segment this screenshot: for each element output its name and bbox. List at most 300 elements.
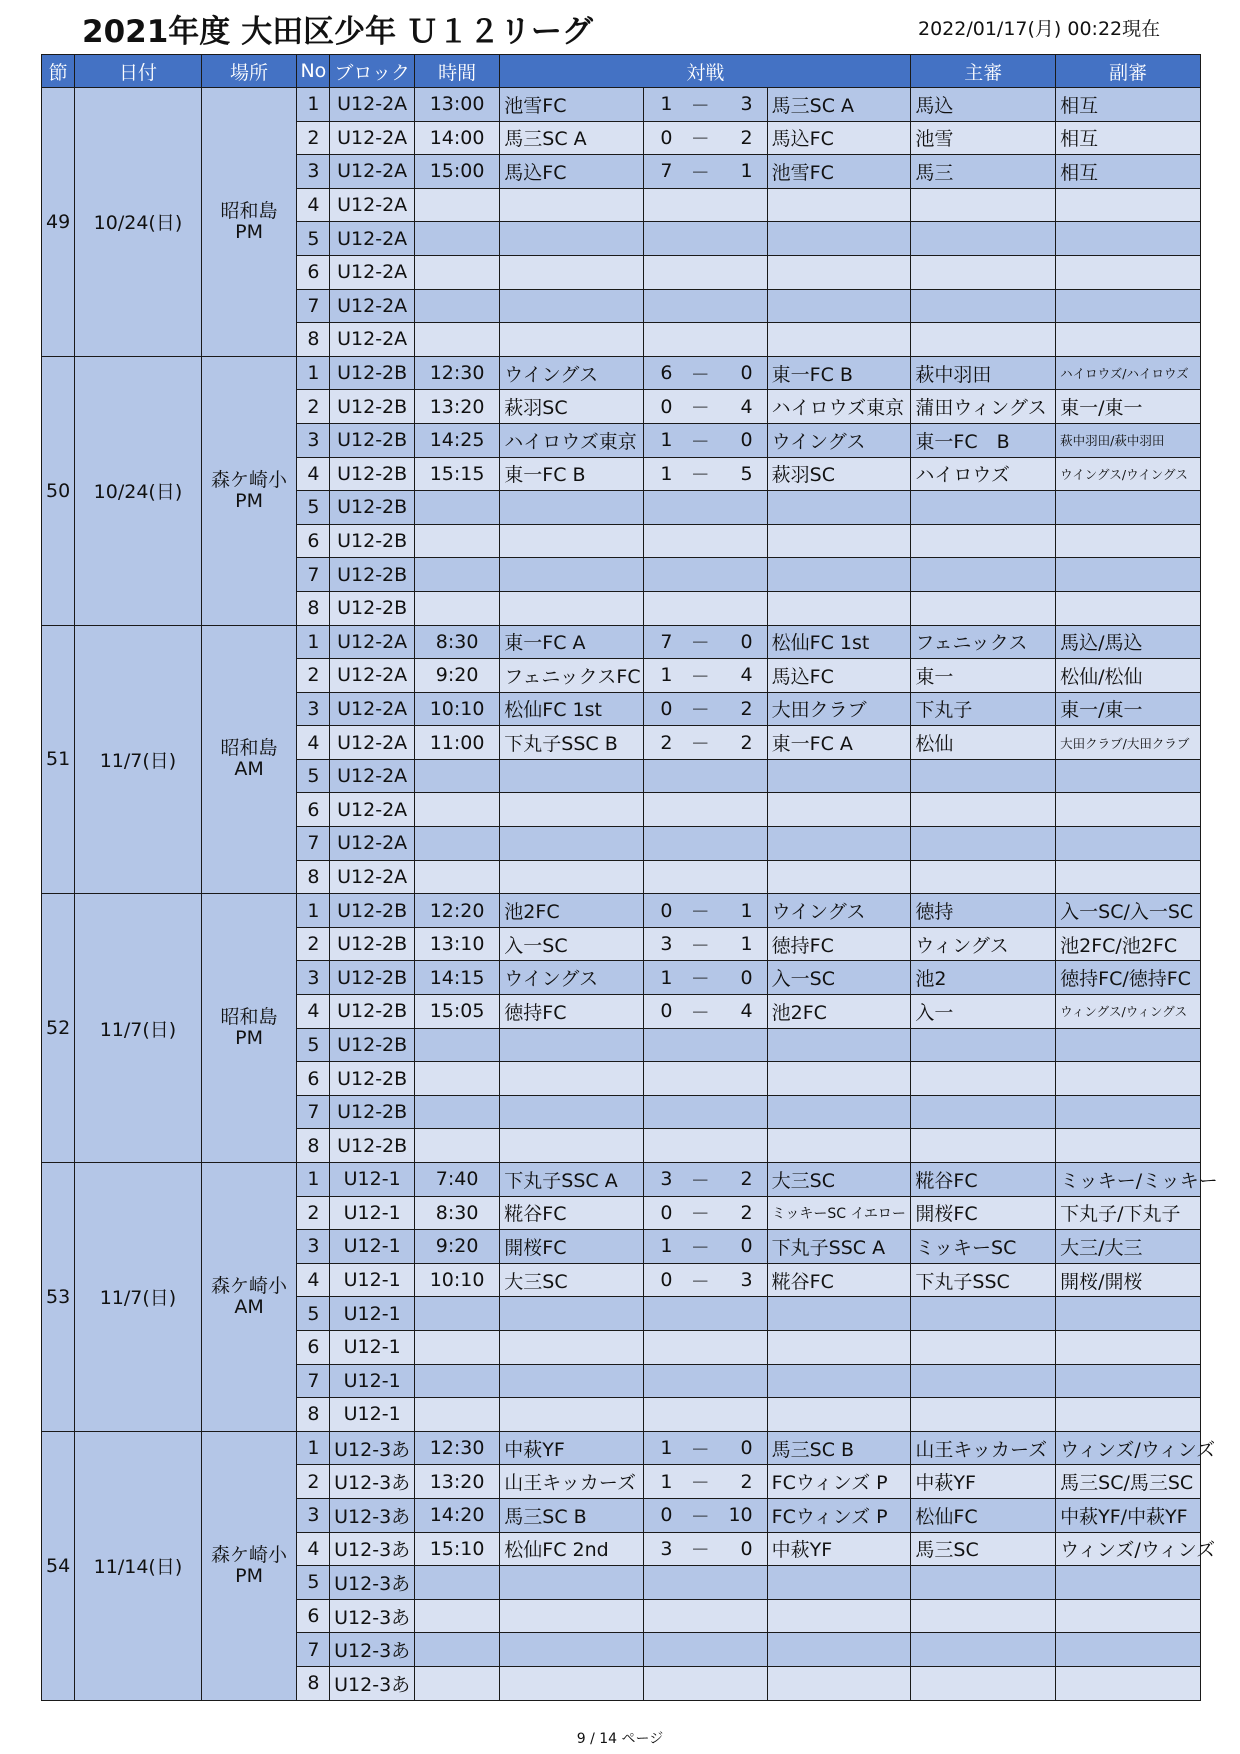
assistant-referee-cell: ウイングス/ウイングス xyxy=(1056,457,1201,491)
away-score: 1 xyxy=(712,927,767,961)
place-name: 森ケ崎小 xyxy=(211,1543,288,1566)
referee-cell xyxy=(911,1566,1056,1600)
score-dash xyxy=(689,255,712,289)
home-team: 山王キッカーズ xyxy=(500,1465,644,1499)
away-team xyxy=(767,1095,911,1129)
score-dash: － xyxy=(689,457,712,491)
setsu-cell: 49 xyxy=(42,88,75,357)
assistant-referee-cell: 入一SC/入一SC xyxy=(1056,894,1201,928)
away-score: 0 xyxy=(712,356,767,390)
match-no: 3 xyxy=(297,961,330,995)
block-cell: U12-3あ xyxy=(330,1566,414,1600)
home-team xyxy=(500,558,644,592)
away-team: 馬込FC xyxy=(767,659,911,693)
home-team xyxy=(500,1666,644,1700)
setsu-cell: 53 xyxy=(42,1163,75,1432)
score-dash: － xyxy=(689,1230,712,1264)
score-dash xyxy=(689,323,712,357)
home-team xyxy=(500,1330,644,1364)
score-dash xyxy=(689,827,712,861)
block-cell: U12-2B xyxy=(330,491,414,525)
away-score xyxy=(712,1364,767,1398)
referee-cell xyxy=(911,491,1056,525)
match-no: 2 xyxy=(297,1196,330,1230)
away-score xyxy=(712,1599,767,1633)
referee-cell xyxy=(911,860,1056,894)
time-cell: 13:00 xyxy=(414,88,499,122)
place-session: PM xyxy=(235,220,263,243)
score-dash xyxy=(689,1095,712,1129)
block-cell: U12-2B xyxy=(330,356,414,390)
date-cell: 11/14(日) xyxy=(75,1431,202,1700)
home-score: 0 xyxy=(644,995,689,1029)
block-cell: U12-2A xyxy=(330,289,414,323)
block-cell: U12-2A xyxy=(330,155,414,189)
assistant-referee-cell: 大三/大三 xyxy=(1056,1230,1201,1264)
referee-cell xyxy=(911,289,1056,323)
away-team xyxy=(767,1330,911,1364)
match-no: 8 xyxy=(297,1129,330,1163)
home-score: 2 xyxy=(644,726,689,760)
away-team xyxy=(767,188,911,222)
time-cell: 7:40 xyxy=(414,1163,499,1197)
block-cell: U12-2A xyxy=(330,827,414,861)
away-team xyxy=(767,1398,911,1432)
away-score xyxy=(712,793,767,827)
assistant-referee-cell xyxy=(1056,1297,1201,1331)
home-score xyxy=(644,1633,689,1667)
away-team xyxy=(767,1599,911,1633)
place-session: AM xyxy=(234,1295,264,1318)
block-cell: U12-3あ xyxy=(330,1633,414,1667)
referee-cell: ハイロウズ xyxy=(911,457,1056,491)
away-team: 池2FC xyxy=(767,995,911,1029)
home-score xyxy=(644,524,689,558)
score-dash: － xyxy=(689,1431,712,1465)
home-team: ウイングス xyxy=(500,356,644,390)
away-score xyxy=(712,1666,767,1700)
away-score: 0 xyxy=(712,625,767,659)
score-dash xyxy=(689,860,712,894)
referee-cell xyxy=(911,591,1056,625)
table-row xyxy=(42,894,1201,928)
score-dash xyxy=(689,1297,712,1331)
match-no: 8 xyxy=(297,591,330,625)
assistant-referee-cell xyxy=(1056,188,1201,222)
time-cell xyxy=(414,759,499,793)
time-cell xyxy=(414,1095,499,1129)
home-score: 1 xyxy=(644,659,689,693)
away-team xyxy=(767,289,911,323)
away-score: 0 xyxy=(712,1230,767,1264)
score-dash xyxy=(689,1633,712,1667)
away-score xyxy=(712,1633,767,1667)
assistant-referee-cell xyxy=(1056,1398,1201,1432)
time-cell xyxy=(414,1666,499,1700)
table-row xyxy=(42,1163,1201,1197)
away-team: 中萩YF xyxy=(767,1532,911,1566)
score-dash xyxy=(689,1062,712,1096)
referee-cell: 東一 xyxy=(911,659,1056,693)
time-cell: 9:20 xyxy=(414,659,499,693)
match-no: 7 xyxy=(297,1095,330,1129)
match-no: 4 xyxy=(297,1532,330,1566)
col-header-no: No xyxy=(297,55,330,88)
match-no: 6 xyxy=(297,1330,330,1364)
date-cell: 10/24(日) xyxy=(75,356,202,625)
match-no: 8 xyxy=(297,323,330,357)
referee-cell: 松仙 xyxy=(911,726,1056,760)
assistant-referee-cell xyxy=(1056,1095,1201,1129)
place-name: 森ケ崎小 xyxy=(211,1274,288,1297)
home-team xyxy=(500,524,644,558)
assistant-referee-cell xyxy=(1056,491,1201,525)
home-score xyxy=(644,289,689,323)
score-dash xyxy=(689,759,712,793)
assistant-referee-cell xyxy=(1056,558,1201,592)
away-score xyxy=(712,827,767,861)
home-team: 池2FC xyxy=(500,894,644,928)
assistant-referee-cell: 中萩YF/中萩YF xyxy=(1056,1498,1201,1532)
away-team: ウイングス xyxy=(767,894,911,928)
away-team xyxy=(767,1633,911,1667)
away-team: 大田クラブ xyxy=(767,692,911,726)
date-cell: 11/7(日) xyxy=(75,1163,202,1432)
away-score xyxy=(712,591,767,625)
score-dash xyxy=(689,591,712,625)
home-score: 3 xyxy=(644,927,689,961)
home-team: 馬三SC A xyxy=(500,121,644,155)
home-team: 萩羽SC xyxy=(500,390,644,424)
block-cell: U12-1 xyxy=(330,1230,414,1264)
home-team: ウイングス xyxy=(500,961,644,995)
score-dash xyxy=(689,1364,712,1398)
time-cell xyxy=(414,1062,499,1096)
referee-cell: ウィングス xyxy=(911,927,1056,961)
referee-cell: 下丸子 xyxy=(911,692,1056,726)
away-score: 10 xyxy=(712,1498,767,1532)
away-score: 0 xyxy=(712,1431,767,1465)
time-cell: 14:25 xyxy=(414,423,499,457)
home-team xyxy=(500,1633,644,1667)
home-team: 松仙FC 1st xyxy=(500,692,644,726)
score-dash: － xyxy=(689,692,712,726)
place-cell xyxy=(201,625,296,894)
away-score: 0 xyxy=(712,961,767,995)
block-cell: U12-2B xyxy=(330,995,414,1029)
col-header-block: ブロック xyxy=(330,55,414,88)
assistant-referee-cell xyxy=(1056,1062,1201,1096)
home-score: 1 xyxy=(644,961,689,995)
away-score xyxy=(712,1095,767,1129)
assistant-referee-cell xyxy=(1056,1028,1201,1062)
match-no: 6 xyxy=(297,255,330,289)
referee-cell xyxy=(911,1633,1056,1667)
time-cell: 15:05 xyxy=(414,995,499,1029)
away-score xyxy=(712,222,767,256)
away-score xyxy=(712,289,767,323)
referee-cell xyxy=(911,1095,1056,1129)
match-no: 8 xyxy=(297,1666,330,1700)
home-team xyxy=(500,1129,644,1163)
place-cell xyxy=(201,1431,296,1700)
away-team: 東一FC B xyxy=(767,356,911,390)
home-score xyxy=(644,1062,689,1096)
page-number: 9 / 14 ページ xyxy=(576,1731,664,1747)
score-dash: － xyxy=(689,659,712,693)
score-dash xyxy=(689,222,712,256)
time-cell xyxy=(414,491,499,525)
place-cell xyxy=(201,88,296,357)
home-team xyxy=(500,591,644,625)
referee-cell xyxy=(911,1330,1056,1364)
match-no: 5 xyxy=(297,1028,330,1062)
away-score xyxy=(712,1297,767,1331)
match-no: 1 xyxy=(297,1163,330,1197)
col-header-time: 時間 xyxy=(414,55,499,88)
match-no: 6 xyxy=(297,793,330,827)
home-team xyxy=(500,759,644,793)
table-row xyxy=(42,88,1201,122)
match-no: 2 xyxy=(297,927,330,961)
time-cell xyxy=(414,289,499,323)
time-cell xyxy=(414,255,499,289)
match-no: 5 xyxy=(297,1297,330,1331)
block-cell: U12-2A xyxy=(330,759,414,793)
referee-cell: 馬三SC xyxy=(911,1532,1056,1566)
assistant-referee-cell xyxy=(1056,860,1201,894)
home-score: 1 xyxy=(644,457,689,491)
time-cell xyxy=(414,1633,499,1667)
referee-cell xyxy=(911,827,1056,861)
schedule-body xyxy=(42,88,1218,1701)
home-score xyxy=(644,1364,689,1398)
referee-cell xyxy=(911,1297,1056,1331)
away-score: 4 xyxy=(712,390,767,424)
home-team: 中萩YF xyxy=(500,1431,644,1465)
away-team xyxy=(767,1129,911,1163)
score-dash: － xyxy=(689,1163,712,1197)
block-cell: U12-2A xyxy=(330,726,414,760)
assistant-referee-cell xyxy=(1056,827,1201,861)
match-no: 3 xyxy=(297,155,330,189)
away-score: 2 xyxy=(712,726,767,760)
home-team: 下丸子SSC A xyxy=(500,1163,644,1197)
away-score: 5 xyxy=(712,457,767,491)
home-team: 下丸子SSC B xyxy=(500,726,644,760)
away-team xyxy=(767,591,911,625)
time-cell xyxy=(414,860,499,894)
referee-cell: 山王キッカーズ xyxy=(911,1431,1056,1465)
away-score xyxy=(712,524,767,558)
time-cell xyxy=(414,1364,499,1398)
away-team xyxy=(767,1364,911,1398)
assistant-referee-cell: ミッキー/ミッキー xyxy=(1056,1163,1201,1197)
home-team xyxy=(500,1398,644,1432)
time-cell xyxy=(414,558,499,592)
away-score: 2 xyxy=(712,1465,767,1499)
block-cell: U12-2B xyxy=(330,1095,414,1129)
home-team xyxy=(500,1566,644,1600)
referee-cell: 蒲田ウィングス xyxy=(911,390,1056,424)
home-score: 0 xyxy=(644,1263,689,1297)
match-no: 4 xyxy=(297,726,330,760)
home-score xyxy=(644,491,689,525)
away-team xyxy=(767,558,911,592)
score-dash xyxy=(689,188,712,222)
match-no: 6 xyxy=(297,1062,330,1096)
away-team: 糀谷FC xyxy=(767,1263,911,1297)
time-cell: 15:00 xyxy=(414,155,499,189)
home-score xyxy=(644,759,689,793)
away-team xyxy=(767,1297,911,1331)
block-cell: U12-1 xyxy=(330,1364,414,1398)
home-score xyxy=(644,1666,689,1700)
score-dash: － xyxy=(689,155,712,189)
time-cell xyxy=(414,1330,499,1364)
home-score xyxy=(644,188,689,222)
time-cell xyxy=(414,1566,499,1600)
col-header-match: 対戦 xyxy=(500,55,911,88)
score-dash xyxy=(689,558,712,592)
place-session: AM xyxy=(234,758,264,781)
match-no: 1 xyxy=(297,625,330,659)
assistant-referee-cell: 相互 xyxy=(1056,155,1201,189)
home-score: 0 xyxy=(644,894,689,928)
referee-cell xyxy=(911,759,1056,793)
time-cell xyxy=(414,827,499,861)
time-cell: 8:30 xyxy=(414,625,499,659)
home-score: 0 xyxy=(644,1498,689,1532)
away-team: 大三SC xyxy=(767,1163,911,1197)
away-score: 3 xyxy=(712,1263,767,1297)
home-team xyxy=(500,1095,644,1129)
score-dash xyxy=(689,1398,712,1432)
score-dash: － xyxy=(689,356,712,390)
away-team: ハイロウズ東京 xyxy=(767,390,911,424)
away-score xyxy=(712,1062,767,1096)
block-cell: U12-1 xyxy=(330,1297,414,1331)
away-team: FCウィンズ P xyxy=(767,1465,911,1499)
block-cell: U12-2A xyxy=(330,692,414,726)
assistant-referee-cell xyxy=(1056,255,1201,289)
setsu-cell: 51 xyxy=(42,625,75,894)
home-team xyxy=(500,1297,644,1331)
page-title: 2021年度 大田区少年 Ｕ１２リーグ xyxy=(82,14,593,50)
away-score: 0 xyxy=(712,1532,767,1566)
away-team xyxy=(767,1666,911,1700)
referee-cell: 糀谷FC xyxy=(911,1163,1056,1197)
away-score xyxy=(712,255,767,289)
date-cell: 10/24(日) xyxy=(75,88,202,357)
match-no: 2 xyxy=(297,659,330,693)
home-score: 1 xyxy=(644,1431,689,1465)
block-cell: U12-2A xyxy=(330,121,414,155)
assistant-referee-cell: ウィンズ/ウィンズ xyxy=(1056,1532,1201,1566)
time-cell xyxy=(414,1398,499,1432)
home-score xyxy=(644,1398,689,1432)
away-team: FCウィンズ P xyxy=(767,1498,911,1532)
home-team xyxy=(500,1364,644,1398)
assistant-referee-cell: 相互 xyxy=(1056,88,1201,122)
home-team xyxy=(500,860,644,894)
place-session: PM xyxy=(235,489,263,512)
referee-cell: ミッキーSC xyxy=(911,1230,1056,1264)
time-cell: 10:10 xyxy=(414,1263,499,1297)
home-team xyxy=(500,491,644,525)
match-no: 1 xyxy=(297,1431,330,1465)
block-cell: U12-1 xyxy=(330,1263,414,1297)
col-header-assistant-referee: 副審 xyxy=(1056,55,1201,88)
time-cell xyxy=(414,188,499,222)
assistant-referee-cell xyxy=(1056,524,1201,558)
home-team: 松仙FC 2nd xyxy=(500,1532,644,1566)
block-cell: U12-1 xyxy=(330,1196,414,1230)
referee-cell: 萩中羽田 xyxy=(911,356,1056,390)
home-score xyxy=(644,827,689,861)
referee-cell: 下丸子SSC xyxy=(911,1263,1056,1297)
away-score: 1 xyxy=(712,894,767,928)
away-team xyxy=(767,1062,911,1096)
match-no: 6 xyxy=(297,524,330,558)
assistant-referee-cell xyxy=(1056,1364,1201,1398)
home-team xyxy=(500,827,644,861)
block-cell: U12-2B xyxy=(330,591,414,625)
assistant-referee-cell: 東一/東一 xyxy=(1056,692,1201,726)
setsu-cell: 54 xyxy=(42,1431,75,1700)
home-score xyxy=(644,558,689,592)
home-team: ハイロウズ東京 xyxy=(500,423,644,457)
away-score: 1 xyxy=(712,155,767,189)
block-cell: U12-2A xyxy=(330,793,414,827)
match-no: 1 xyxy=(297,894,330,928)
score-dash xyxy=(689,1129,712,1163)
time-cell: 13:20 xyxy=(414,390,499,424)
block-cell: U12-2B xyxy=(330,927,414,961)
assistant-referee-cell: 松仙/松仙 xyxy=(1056,659,1201,693)
match-no: 8 xyxy=(297,860,330,894)
place-session: PM xyxy=(235,1027,263,1050)
score-dash: － xyxy=(689,1196,712,1230)
home-team xyxy=(500,1599,644,1633)
away-score xyxy=(712,1398,767,1432)
referee-cell xyxy=(911,1398,1056,1432)
block-cell: U12-2B xyxy=(330,390,414,424)
referee-cell xyxy=(911,323,1056,357)
home-score: 0 xyxy=(644,390,689,424)
match-no: 4 xyxy=(297,457,330,491)
home-score xyxy=(644,222,689,256)
referee-cell xyxy=(911,188,1056,222)
assistant-referee-cell: 馬三SC/馬三SC xyxy=(1056,1465,1201,1499)
block-cell: U12-2B xyxy=(330,1028,414,1062)
away-team xyxy=(767,222,911,256)
match-no: 3 xyxy=(297,1498,330,1532)
assistant-referee-cell: 相互 xyxy=(1056,121,1201,155)
home-team: 糀谷FC xyxy=(500,1196,644,1230)
time-cell: 8:30 xyxy=(414,1196,499,1230)
match-no: 6 xyxy=(297,1599,330,1633)
place-name: 昭和島 xyxy=(220,1006,278,1029)
home-team: 東一FC A xyxy=(500,625,644,659)
home-score xyxy=(644,1129,689,1163)
home-score xyxy=(644,255,689,289)
block-cell: U12-2A xyxy=(330,625,414,659)
away-score: 2 xyxy=(712,121,767,155)
score-dash: － xyxy=(689,390,712,424)
away-score: 4 xyxy=(712,659,767,693)
referee-cell xyxy=(911,1364,1056,1398)
